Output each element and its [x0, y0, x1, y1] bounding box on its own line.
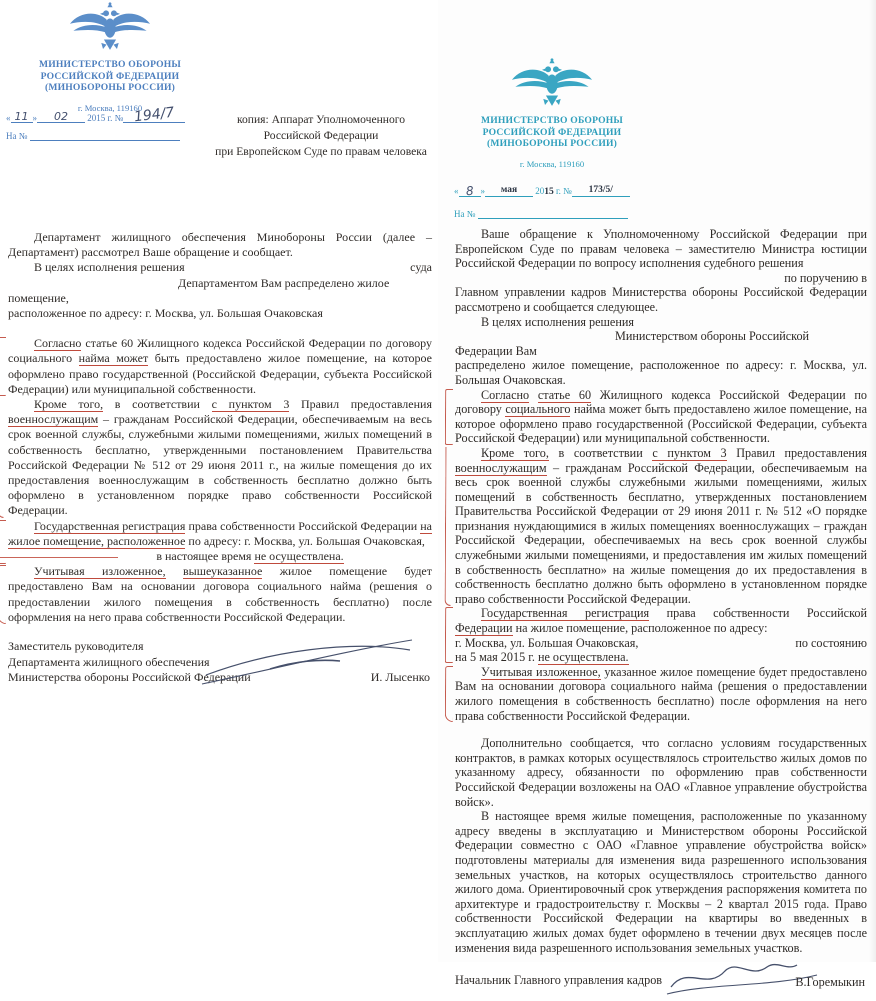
paragraph-intro: Департамент жилищного обеспечения Минобороны России (далее – Департамент) рассмотрел Ваше обращение и сообщает.	[8, 230, 432, 260]
addressee-line: копия: Аппарат Уполномоченного	[236, 113, 406, 126]
red-underlined-text: вышеуказанное	[182, 564, 263, 579]
red-underlined-text: статье 60	[537, 387, 592, 402]
printed-year-label: 2015 г. №	[87, 113, 124, 123]
handwritten-month: 02	[54, 110, 68, 123]
red-underlined-text: социального	[505, 402, 571, 417]
letterhead-city: г. Москва, 119160	[77, 102, 143, 113]
paragraph-gosreg	[455, 606, 867, 635]
printed-year: 20	[535, 186, 545, 196]
red-bracket-soglasno	[8, 336, 432, 397]
red-underlined-text: Кроме того,	[481, 445, 549, 460]
red-underlined-text: Учитывая изложенное,	[481, 664, 601, 679]
red-underlined-text: военнослужащим	[8, 412, 99, 427]
red-underlined-text: не осуществлена.	[537, 650, 629, 665]
red-underlined-text: на жилое помещение, расположенное	[8, 518, 432, 548]
text-run: Правил предоставления	[726, 445, 867, 460]
blank-rule	[30, 128, 180, 141]
paragraph-gosreg	[8, 519, 432, 549]
text-run: указанное жилое помещение будет предоставлено Вам на основании договора социального найма (решения о предоставлении жилого помещения в собственность бесплатно) после оформления на него права собственности Российской Федерации.	[455, 664, 868, 723]
handwritten-doc-number: 194/7	[133, 104, 176, 126]
signer-position-line: Заместитель руководителя	[8, 639, 144, 654]
signature-block-right	[455, 973, 867, 988]
reply-label: На №	[454, 209, 476, 219]
line-address: расположенное по адресу: г. Москва, ул. Большая Очаковская	[8, 306, 323, 321]
ministry-title-line: (МИНОБОРОНЫ РОССИИ)	[44, 82, 176, 93]
red-underlined-text: Федерации	[455, 621, 513, 636]
red-underlined-text: найма может	[78, 351, 149, 366]
red-underlined-text: военнослужащим	[455, 460, 547, 475]
ministry-title-line: РОССИЙСКОЙ ФЕДЕРАЦИИ	[482, 126, 622, 138]
text-run: в соответствии	[103, 397, 212, 412]
line-gosreg-tail	[455, 650, 867, 665]
quote-open: «	[454, 186, 459, 196]
text-run	[166, 564, 183, 578]
signer-position-right: Начальник Главного управления кадров	[455, 973, 663, 988]
ministry-title-line: РОССИЙСКОЙ ФЕДЕРАЦИИ	[40, 70, 180, 82]
signer-name-right: В.Горемыкин	[795, 975, 865, 990]
paragraph-dopolnitelno: Дополнительно сообщается, что согласно условиям государственных контрактов, в рамках которых осуществлялось строительство жилых домов по указанному адресу, обязанности по оформлению прав собственности Российской Федерации возложены на ОАО «Главное управление обустройства войск».	[455, 736, 867, 809]
paragraph-appeal: Ваше обращение к Уполномоченному Российской Федерации при Европейском Суде по правам человека – заместителю Министра юстиции Российской Федерации по вопросу исполнения судебного решения	[455, 227, 867, 271]
red-underlined-text: Согласно	[481, 387, 530, 402]
red-underlined-text: Учитывая изложенное,	[34, 564, 166, 579]
gosreg-as-of-text: по состоянию	[795, 635, 867, 650]
line-address: распределено жилое помещение, расположенное по адресу: г. Москва, ул. Большая Очаковская.	[455, 358, 867, 387]
printed-year-suffix: г. №	[553, 186, 572, 196]
paragraph-krome	[455, 446, 867, 607]
text-run: – гражданам Российской Федерации, обеспечиваемым на весь срок военной службы служебными жилыми помещениями, жилых помещений в собственность бесплатно, утвержденных постановлением Правительства Российской Федерации от 29 июня 2011 г. № 512 «О порядке признания нуждающимися в жилых помещениях военнослужащих – граждан Российской Федерации, обеспечиваемых на весь срок военной службы служебными жилыми помещениями, и предоставления им жилых помещений в собственность бесплатно» на жилые помещения до их предоставления в собственность бесплатно должно быть оформлено в установленном порядке право собственности Российской Федерации.	[455, 460, 867, 606]
reply-label: На №	[6, 131, 28, 141]
ministry-title-line: МИНИСТЕРСТВО ОБОРОНЫ	[480, 115, 624, 126]
line-allocated: Министерством обороны Российской Федерации Вам	[455, 329, 810, 358]
letter-left	[0, 0, 438, 962]
red-bracket-soglasno	[455, 388, 867, 446]
letter-left-body	[8, 230, 432, 686]
red-underlined-text: Государственная регистрация	[34, 518, 186, 533]
signer-position-line: Министерства обороны Российской Федерации	[8, 670, 251, 685]
signer-name-left: И. Лысенко	[370, 670, 430, 685]
text-run: быть предоставлено жилое помещение, на которое оформлено право государственной (Российской Федерации, субъекта Российской Федерации) или муниципальной собственности.	[8, 351, 432, 396]
ministry-title	[10, 59, 210, 94]
text-run: Жилищного кодекса Российской Федерации по договору	[455, 387, 867, 417]
red-bracket-gosreg	[455, 606, 867, 664]
line-resolution: В целях исполнения решения	[481, 314, 634, 329]
typed-doc-number: 173/5/	[588, 185, 613, 195]
ministry-title-line: МИНИСТЕРСТВО ОБОРОНЫ	[38, 59, 182, 70]
addressee-line: при Европейском Суде по правам человека	[215, 144, 427, 158]
line-gosreg-tail	[8, 549, 432, 564]
paragraph-uchityvaya	[8, 564, 432, 625]
letterhead-right	[452, 58, 652, 169]
line-assignment: по поручению в	[784, 270, 867, 285]
text-run: – гражданам Российской Федерации, обеспечиваемым на весь срок военной службы, служебными жилыми помещениями, жилых помещений в собственность бесплатно, утвержденными постановлением Правительства Российской Федерации № 512 от 29 июня 2011 г., на жилые помещения до их предоставления военнослужащим в собственность бесплатно должно быть оформлено в установленном порядке право собственности Российской Федерации.	[8, 412, 432, 518]
red-underlined-text: с пунктом 3	[211, 397, 290, 412]
text-run: права собственности Российской	[649, 606, 867, 621]
line-allocated: Департаментом Вам распределено жилое помещение,	[8, 275, 390, 305]
line-resolution	[8, 260, 432, 275]
text-run: найма может быть предоставлено жилое помещение, на которое оформлено право государственной (Российской Федерации, субъекта Российской Федерации) или муниципальной собственности.	[455, 402, 867, 446]
blank-rule	[478, 206, 628, 219]
text-run	[529, 388, 538, 402]
paragraph-krome	[8, 397, 432, 519]
letter-right	[438, 0, 876, 990]
red-underlined-text: Кроме того,	[34, 397, 104, 412]
quote-close: »	[32, 113, 37, 123]
mod-russia-eagle-emblem-icon	[508, 58, 596, 112]
court-word: суда	[410, 260, 432, 275]
signer-position-line: Департамента жилищного обеспечения	[8, 654, 210, 669]
reply-to-line-right	[454, 206, 628, 219]
reply-to-line-left	[6, 128, 180, 141]
text-run: Правил предоставления	[289, 397, 432, 412]
paragraph-uchityvaya	[455, 665, 867, 723]
paragraph-soglasno	[455, 388, 867, 446]
text-run: на 5 мая 2015 г.	[455, 650, 538, 665]
paragraph-appeal-tail: Главном управлении кадров Министерства обороны Российской Федерации рассмотрено и сообщается следующее.	[455, 285, 867, 314]
addressee-line: Российской Федерации	[263, 128, 379, 142]
gosreg-address-text: г. Москва, ул. Большая Очаковская,	[455, 635, 639, 650]
letterhead-city: г. Москва, 119160	[519, 158, 585, 169]
typed-year: 15	[544, 187, 554, 197]
paragraph-soglasno	[8, 336, 432, 397]
red-bracket-gosreg	[8, 519, 432, 565]
typed-month: мая	[500, 185, 518, 195]
text-run: жилое помещение будет предоставлено Вам на основании договора социального найма (решения о предоставлении жилого помещения в собственность бесплатно) после оформления на него права собственности Российской Федерации.	[8, 564, 432, 624]
red-underlined-text: не осуществлена.	[254, 549, 344, 564]
ministry-title	[452, 115, 652, 150]
quote-open: «	[6, 113, 11, 123]
red-underlined-text: Согласно	[34, 336, 82, 351]
ministry-title-line: (МИНОБОРОНЫ РОССИИ)	[486, 138, 618, 149]
red-bracket-uchityvaya	[8, 564, 432, 625]
mod-russia-eagle-emblem-icon	[66, 2, 154, 56]
red-line-krome	[8, 397, 432, 519]
red-line-krome	[455, 446, 867, 607]
resolution-text: В целях исполнения решения	[34, 260, 185, 275]
handwritten-day: 11	[14, 110, 29, 123]
text-run: на жилое помещение, расположенное по адресу:	[512, 621, 768, 636]
handwritten-day: 8	[465, 183, 474, 199]
red-bracket-uchityvaya	[455, 665, 867, 723]
text-run: статье 60 Жилищного кодекса Российской Федерации по договору социального	[8, 336, 432, 366]
quote-close: »	[480, 186, 485, 196]
text-run: права собственности Российской Федерации	[185, 518, 421, 533]
addressee-block	[205, 112, 437, 160]
text-run: в соответствии	[548, 445, 653, 460]
red-pen-rule	[0, 557, 118, 558]
text-run: по адресу: г. Москва, ул. Большая Очаковская,	[185, 533, 425, 548]
letterhead-left	[10, 2, 210, 113]
red-underlined-text: с пунктом 3	[652, 445, 727, 460]
date-line-right	[454, 184, 630, 197]
text-run: в настоящее время	[156, 549, 255, 564]
red-underlined-text: Государственная регистрация	[481, 606, 650, 621]
paragraph-nastoyashchee: В настоящее время жилые помещения, расположенные по указанному адресу введены в эксплуатацию и Министерством обороны Российской Федерации совместно с ОАО «Главное управление обустройства войск» подготовлены материалы для изменения вида разрешенного использования земельных участков, на которых осуществлялось строительство данного жилого дома. Ориентировочный срок утверждения распоряжения комитета по архитектуре и градостроительству г. Москвы – 2 квартал 2015 года. Право собственности Российской Федерации на квартиры во введенных в эксплуатацию жилых домах будет оформлено в течении двух месяцев после изменения вида разрешенного использования земельных участков.	[455, 809, 867, 955]
signature-block-left	[8, 639, 432, 686]
letter-right-body	[455, 227, 867, 988]
line-gosreg-address	[455, 636, 867, 651]
